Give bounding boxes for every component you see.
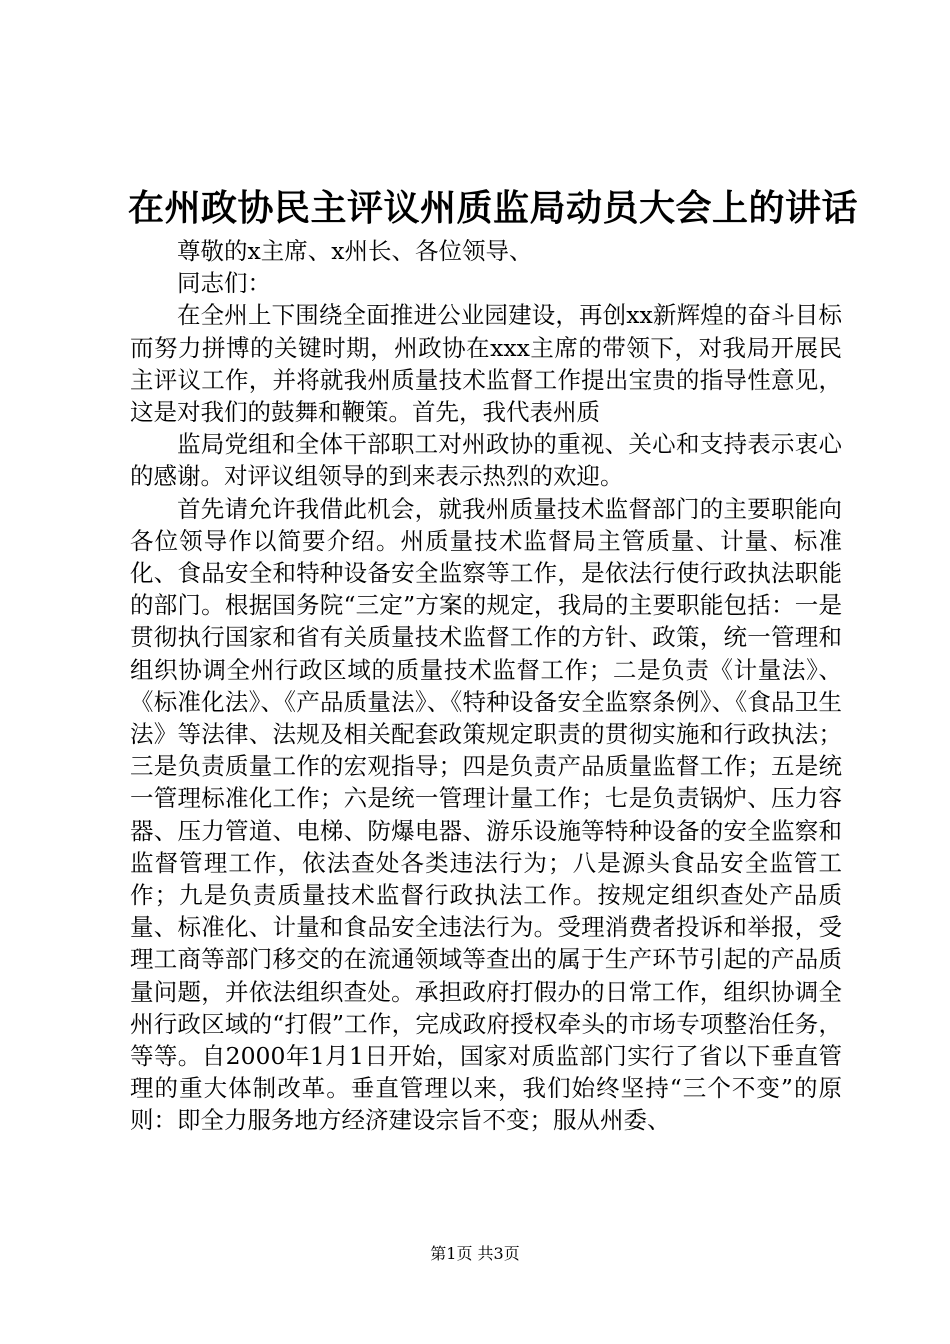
salutation-line-2: 同志们： xyxy=(177,269,271,298)
document-title: 在州政协民主评议州质监局动员大会上的讲话 xyxy=(128,187,859,229)
document-body xyxy=(130,235,842,1137)
body-paragraph: 在全州上下围绕全面推进公业园建设，再创xx新辉煌的奋斗目标而努力拼博的关键时期，州政协在xxx主席的带领下，对我局开展民主评议工作，并将就我州质量技术监督工作提出宝贵的指导性意见，这是对我们的鼓舞和鞭策。首先，我代表州质 xyxy=(130,301,842,427)
body-paragraph: 监局党组和全体干部职工对州政协的重视、关心和支持表示衷心的感谢。对评议组领导的到来表示热烈的欢迎。 xyxy=(130,430,842,491)
body-paragraph: 首先请允许我借此机会，就我州质量技术监督部门的主要职能向各位领导作以简要介绍。州质量技术监督局主管质量、计量、标准化、食品安全和特种设备安全监察等工作，是依法行使行政执法职能的部门。根据国务院“三定”方案的规定，我局的主要职能包括：一是贯彻执行国家和省有关质量技术监督工作的方针、政策，统一管理和组织协调全州行政区域的质量技术监督工作；二是负责《计量法》、《标准化法》、《产品质量法》、《特种设备安全监察条例》、《食品卫生法》等法律、法规及相关配套政策规定职责的贯彻实施和行政执法；三是负责质量工作的宏观指导；四是负责产品质量监督工作；五是统一管理标准化工作；六是统一管理计量工作；七是负责锅炉、压力容器、压力管道、电梯、防爆电器、游乐设施等特种设备的安全监察和监督管理工作，依法查处各类违法行为；八是源头食品安全监管工作；九是负责质量技术监督行政执法工作。按规定组织查处产品质量、标准化、计量和食品安全违法行为。受理消费者投诉和举报，受理工商等部门移交的在流通领域等查出的属于生产环节引起的产品质量问题，并依法组织查处。承担政府打假办的日常工作，组织协调全州行政区域的“打假”工作，完成政府授权牵头的市场专项整治任务，等等。自2000年1月1日开始，国家对质监部门实行了省以下垂直管理的重大体制改革。垂直管理以来，我们始终坚持“三个不变”的原则：即全力服务地方经济建设宗旨不变；服从州委、 xyxy=(130,494,842,1135)
page-footer: 第1页 共3页 xyxy=(430,1244,520,1263)
salutation-line-1: 尊敬的x主席、x州长、各位领导、 xyxy=(177,237,533,265)
